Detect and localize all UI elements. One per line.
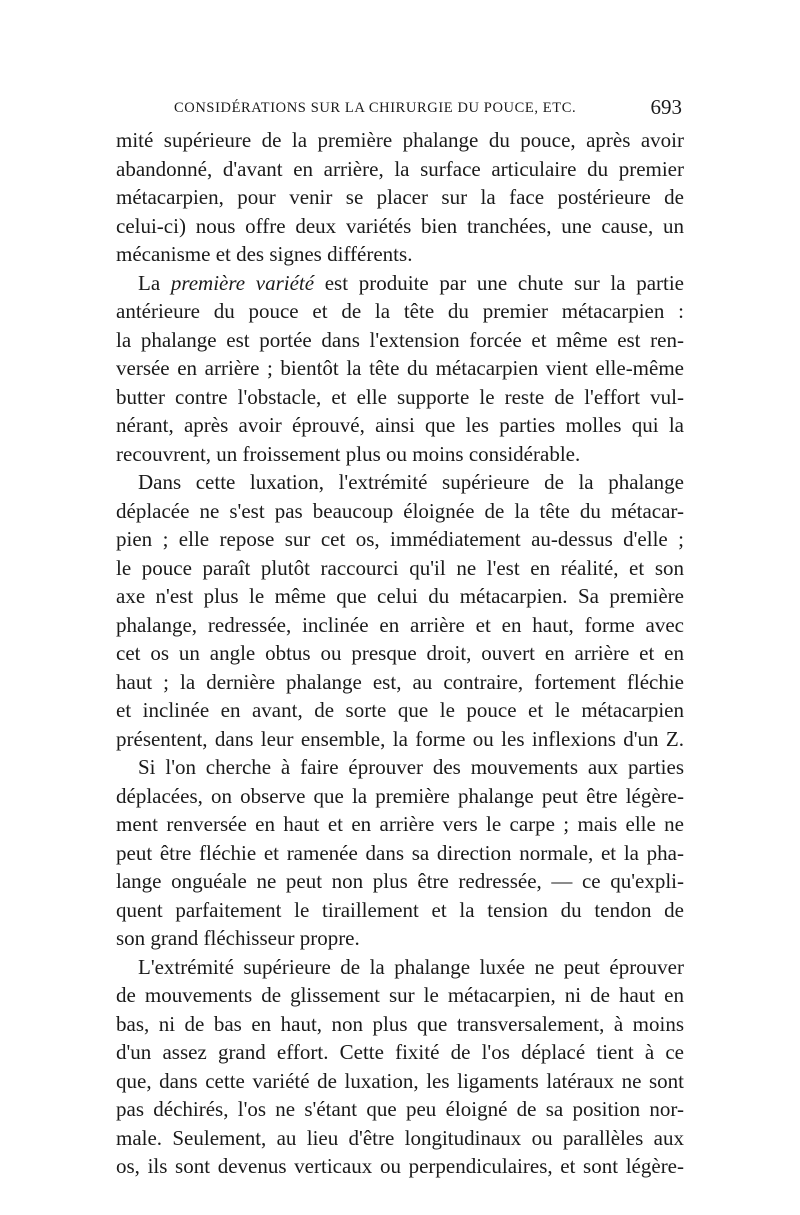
text-line: peut être fléchie et ramenée dans sa direction normale, et la pha-: [116, 840, 684, 865]
text-line: déplacées, on observe que la première phalange peut être légère-: [116, 783, 684, 808]
text-line: et inclinée en avant, de sorte que le pouce et le métacarpien: [116, 698, 684, 722]
text-line: pas déchirés, l'os ne s'étant que peu éloigné de sa position nor-: [116, 1097, 684, 1121]
text-line: butter contre l'obstacle, et elle supporte le reste de l'effort vul-: [116, 384, 684, 409]
text-line: abandonné, d'avant en arrière, la surface articulaire du premier: [116, 156, 684, 181]
text-line: antérieure du pouce et de la tête du premier métacarpien :: [116, 299, 684, 323]
text-line: axe n'est plus le même que celui du métacarpien. Sa première: [116, 584, 684, 608]
text-run: est produite par une chute sur la partie: [314, 270, 684, 295]
paragraph-continuation: [116, 126, 684, 269]
text-line: le pouce paraît plutôt raccourci qu'il ne l'est en réalité, et son: [116, 555, 684, 580]
paragraph-luxation: [116, 468, 684, 753]
text-line: que, dans cette variété de luxation, les ligaments latéraux ne sont: [116, 1068, 684, 1093]
text-line: recouvrent, un froissement plus ou moins considérable.: [116, 441, 581, 466]
text-line: la phalange est portée dans l'extension forcée et même est ren-: [116, 327, 684, 352]
body-text: [116, 126, 684, 1181]
text-line: déplacée ne s'est pas beaucoup éloignée de la tête du métacar-: [116, 498, 684, 523]
paragraph-extremite: [116, 953, 684, 1181]
paragraph-premiere-variete: [116, 269, 684, 469]
text-line: phalange, redressée, inclinée en arrière et en haut, forme avec: [116, 612, 684, 637]
text-line: celui-ci) nous offre deux variétés bien tranchées, une cause, un: [116, 213, 684, 238]
text-run: La: [138, 270, 171, 295]
text-line: versée en arrière ; bientôt la tête du métacarpien vient elle-même: [116, 356, 684, 380]
text-line: Si l'on cherche à faire éprouver des mouvements aux parties: [138, 755, 684, 779]
text-line: male. Seulement, au lieu d'être longitudinaux ou parallèles aux: [116, 1125, 684, 1150]
text-line: Dans cette luxation, l'extrémité supérieure de la phalange: [138, 470, 684, 494]
text-line: présentent, dans leur ensemble, la forme ou les inflexions d'un Z.: [116, 726, 684, 751]
paragraph-mouvements: [116, 753, 684, 953]
page-number: 693: [650, 95, 682, 119]
text-line: quent parfaitement le tiraillement et la tension du tendon de: [116, 897, 684, 922]
text-line: L'extrémité supérieure de la phalange luxée ne peut éprouver: [138, 954, 684, 979]
text-line: os, ils sont devenus verticaux ou perpendiculaires, et sont légère-: [116, 1154, 684, 1178]
text-line: lange onguéale ne peut non plus être redressée, — ce qu'expli-: [116, 869, 684, 893]
text-line: de mouvements de glissement sur le métacarpien, ni de haut en: [116, 983, 684, 1007]
text-line: métacarpien, pour venir se placer sur la face postérieure de: [116, 185, 684, 209]
italic-term: première variété: [170, 270, 315, 295]
text-line: bas, ni de bas en haut, non plus que transversalement, à moins: [116, 1011, 684, 1036]
text-line: mécanisme et des signes différents.: [116, 242, 413, 266]
text-line: d'un assez grand effort. Cette fixité de l'os déplacé tient à ce: [116, 1040, 684, 1064]
text-line: son grand fléchisseur propre.: [116, 926, 360, 950]
running-head: [116, 92, 684, 126]
text-line: haut ; la dernière phalange est, au contraire, fortement fléchie: [116, 669, 684, 694]
running-title: CONSIDÉRATIONS SUR LA CHIRURGIE DU POUCE, ETC.: [174, 100, 577, 116]
text-line: nérant, après avoir éprouvé, ainsi que les parties molles qui la: [116, 413, 684, 437]
text-line: cet os un angle obtus ou presque droit, ouvert en arrière et en: [116, 641, 684, 665]
text-line: mité supérieure de la première phalange du pouce, après avoir: [116, 128, 684, 152]
text-line: pien ; elle repose sur cet os, immédiatement au-dessus d'elle ;: [116, 527, 684, 551]
text-line: ment renversée en haut et en arrière vers le carpe ; mais elle ne: [116, 812, 684, 836]
text-line-first: [116, 269, 684, 298]
book-page: [116, 92, 684, 1181]
